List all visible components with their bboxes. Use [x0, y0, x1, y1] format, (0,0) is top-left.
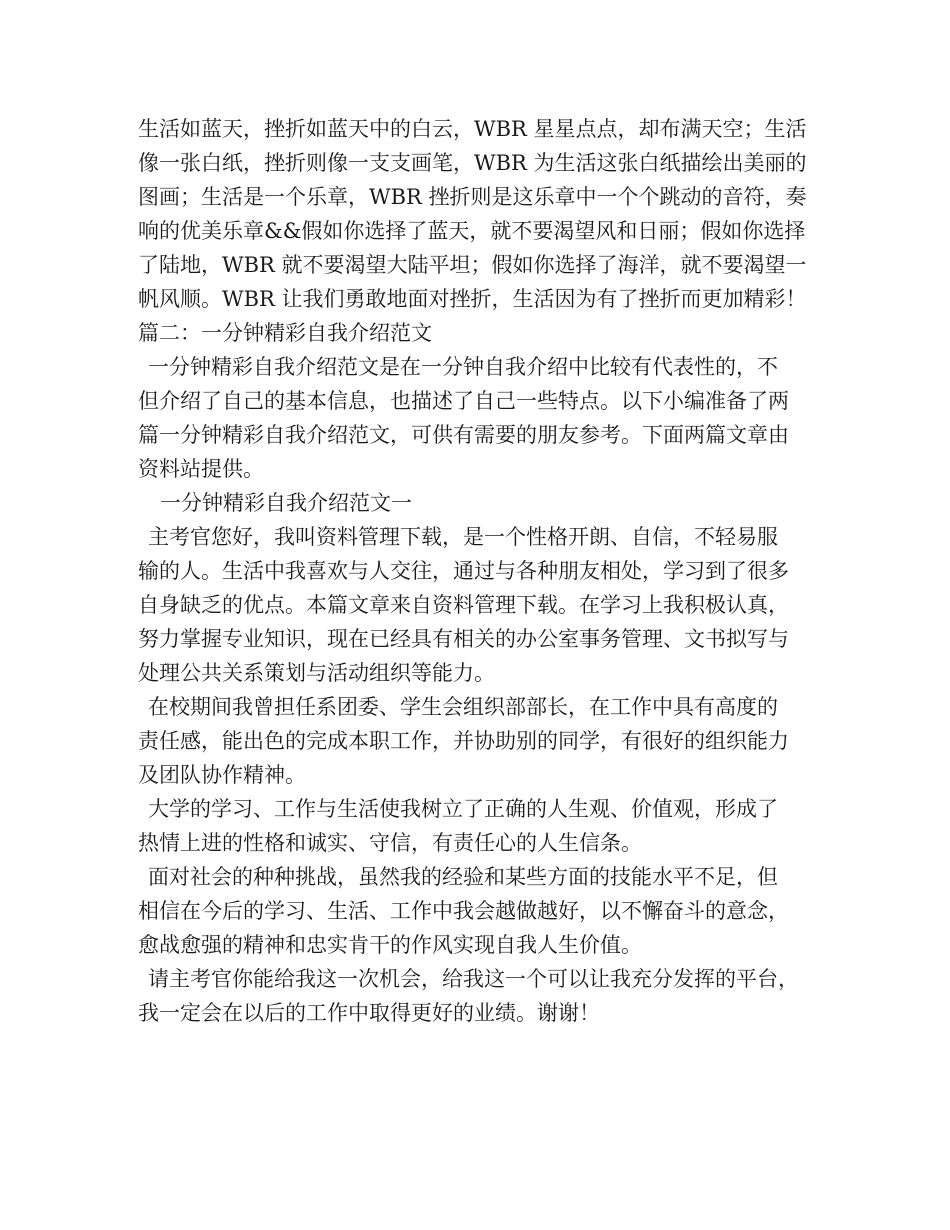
text-line: 责任感，能出色的完成本职工作，并协助别的同学，有很好的组织能力	[138, 729, 789, 753]
text-line: 处理公共关系策划与活动组织等能力。	[138, 661, 495, 685]
text-line: 热情上进的性格和诚实、守信，有责任心的人生信条。	[138, 831, 642, 855]
section-heading: 篇二：一分钟精彩自我介绍范文	[138, 321, 432, 345]
document-page	[138, 112, 813, 1030]
text-line: 但介绍了自己的基本信息，也描述了自己一些特点。以下小编准备了两	[138, 389, 789, 413]
text-line: 在校期间我曾担任系团委、学生会组织部部长，在工作中具有高度的	[148, 695, 778, 719]
text-line: 愈战愈强的精神和忠实肯干的作风实现自我人生价值。	[138, 933, 642, 957]
text-line: 我一定会在以后的工作中取得更好的业绩。谢谢！	[138, 1001, 600, 1025]
text-line: 努力掌握专业知识，现在已经具有相关的办公室事务管理、文书拟写与	[138, 627, 789, 651]
text-line: 帆风顺。WBR 让我们勇敢地面对挫折，生活因为有了挫折而更加精彩！	[138, 287, 807, 311]
text-line: 大学的学习、工作与生活使我树立了正确的人生观、价值观，形成了	[148, 797, 778, 821]
text-line: 及团队协作精神。	[138, 763, 306, 787]
subsection-heading: 一分钟精彩自我介绍范文一	[160, 491, 412, 515]
text-line: 自身缺乏的优点。本篇文章来自资料管理下载。在学习上我积极认真，	[138, 593, 789, 617]
text-line: 一分钟精彩自我介绍范文是在一分钟自我介绍中比较有代表性的，不	[148, 355, 778, 379]
text-line: 了陆地，WBR 就不要渴望大陆平坦；假如你选择了海洋，就不要渴望一	[138, 253, 807, 277]
text-line: 面对社会的种种挑战，虽然我的经验和某些方面的技能水平不足，但	[148, 865, 778, 889]
text-line: 生活如蓝天，挫折如蓝天中的白云，WBR 星星点点，却布满天空；生活	[138, 117, 807, 141]
text-line: 主考官您好，我叫资料管理下载，是一个性格开朗、自信，不轻易服	[148, 525, 778, 549]
text-line: 响的优美乐章&&假如你选择了蓝天，就不要渴望风和日丽；假如你选择	[138, 219, 806, 243]
text-line: 图画；生活是一个乐章，WBR 挫折则是这乐章中一个个跳动的音符，奏	[138, 185, 807, 209]
text-line: 资料站提供。	[138, 457, 264, 481]
text-line: 像一张白纸，挫折则像一支支画笔，WBR 为生活这张白纸描绘出美丽的	[138, 151, 807, 175]
text-line: 篇一分钟精彩自我介绍范文，可供有需要的朋友参考。下面两篇文章由	[138, 423, 789, 447]
text-line: 输的人。生活中我喜欢与人交往，通过与各种朋友相处，学习到了很多	[138, 559, 789, 583]
text-line: 请主考官你能给我这一次机会，给我这一个可以让我充分发挥的平台，	[148, 967, 799, 991]
text-line: 相信在今后的学习、生活、工作中我会越做越好，以不懈奋斗的意念，	[138, 899, 789, 923]
